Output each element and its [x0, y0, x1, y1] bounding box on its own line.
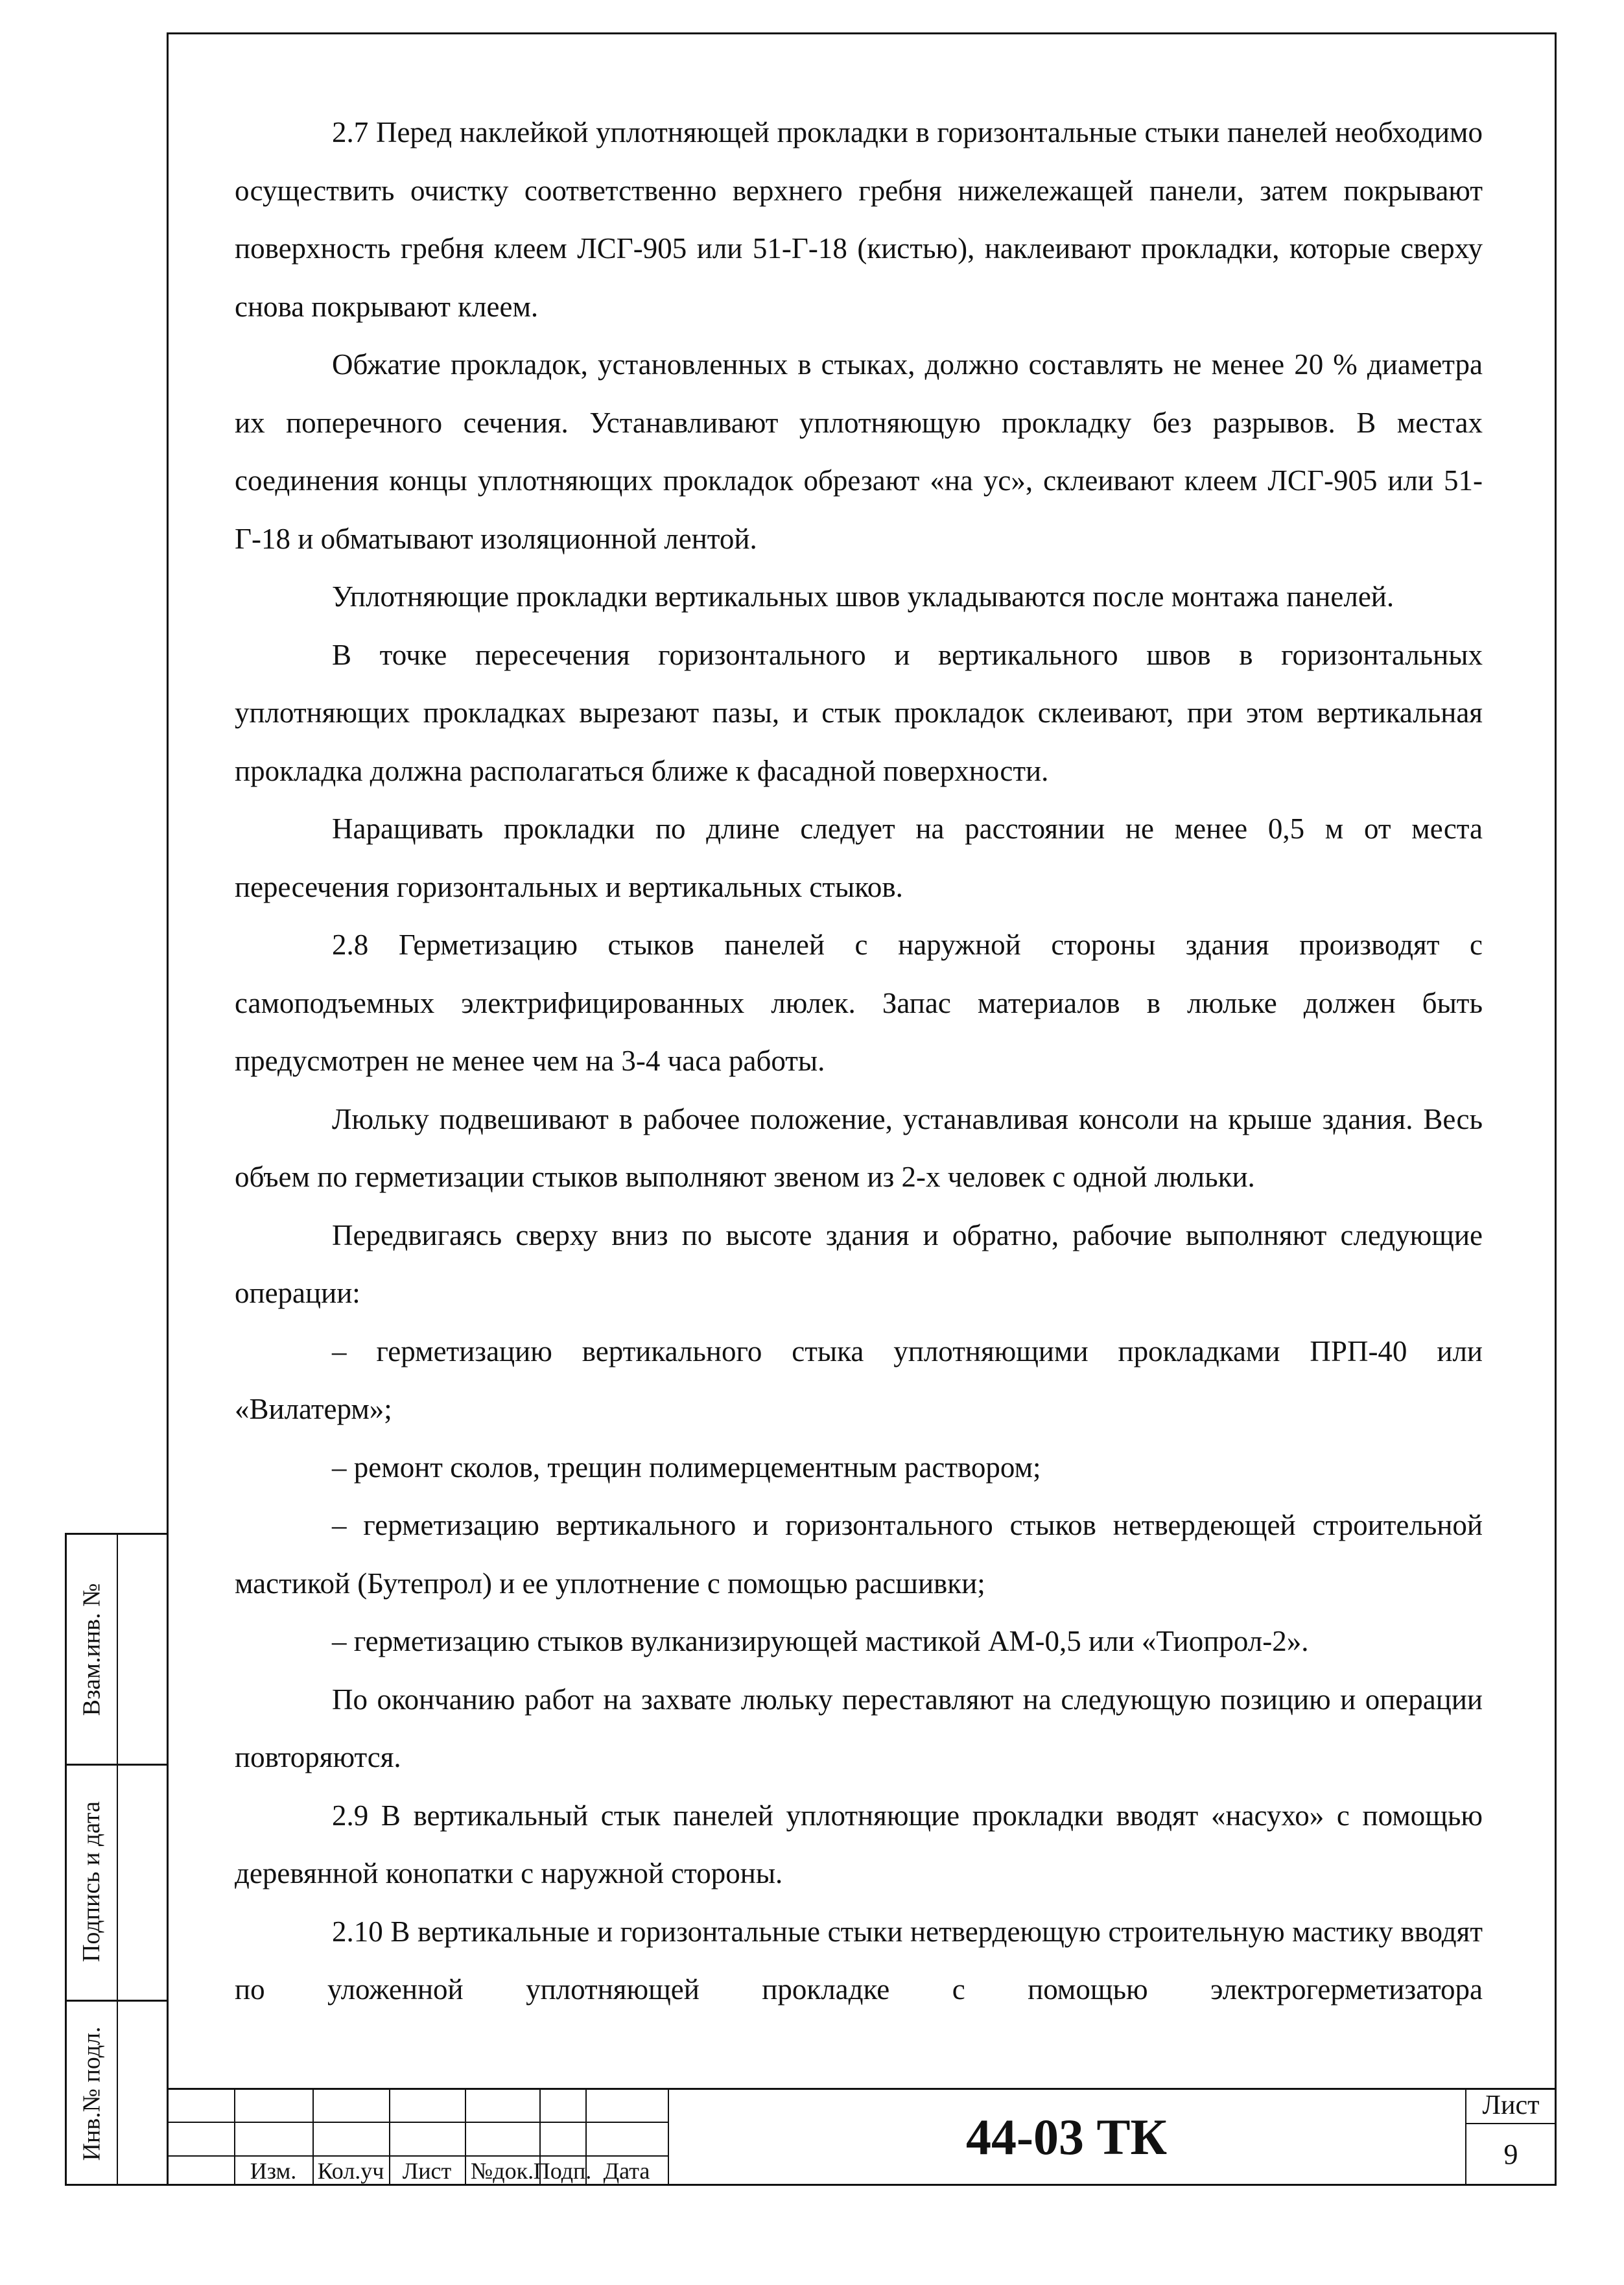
- sheet-label: Лист: [1482, 2090, 1540, 2120]
- paragraph: Люльку подвешивают в рабочее положение, устанавливая консоли на крыше здания. Весь объем по герметизации стыков выполняют звеном из 2-х человек с одной люльки.: [235, 1102, 1483, 1193]
- paragraph-2-7: 2.7 Перед наклейкой уплотняющей прокладки в горизонтальные стыки панелей необходимо осуществить очистку соответственно верхнего гребня нижележащей панели, затем покрывают поверхность гребня клеем ЛСГ-905 или 51-Г-18 (кистью), наклеивают прокладки, которые сверху снова покрывают клеем.: [235, 116, 1483, 323]
- binding-strip: [65, 1533, 167, 2186]
- paragraph: Обжатие прокладок, установленных в стыках, должно составлять не менее 20 % диаметра их поперечного сечения. Устанавливают уплотняющую прокладку без разрывов. В местах соединения концы уплотняющих прокладок обрезают «на ус», склеивают клеем ЛСГ-905 или 51-Г-18 и обматывают изоляционной лентой.: [235, 348, 1483, 555]
- title-block: [167, 2088, 1557, 2186]
- col-count: Кол.уч: [317, 2157, 384, 2184]
- col-date: Дата: [603, 2157, 650, 2184]
- paragraph-2-8: 2.8 Герметизацию стыков панелей с наружной стороны здания производят с самоподъемных электрифицированных люлек. Запас материалов в люльке должен быть предусмотрен не менее чем на 3-4 часа работы.: [235, 929, 1483, 1077]
- paragraph: Передвигаясь сверху вниз по высоте здания и обратно, рабочие выполняют следующие операции:: [235, 1218, 1483, 1309]
- paragraph-2-10: 2.10 В вертикальные и горизонтальные стыки нетвердеющую строительную мастику вводят по уложенной уплотняющей прокладке с помощью электрогерметизатора: [235, 1915, 1483, 2006]
- list-item: – герметизацию вертикального стыка уплотняющими прокладками ПРП-40 или «Вилатерм»;: [235, 1334, 1483, 1425]
- replaced-inv-label: Взам.инв. №: [78, 1583, 106, 1716]
- col-change: Изм.: [250, 2157, 297, 2184]
- paragraph: По окончанию работ на захвате люльку переставляют на следующую позицию и операции повторяются.: [235, 1683, 1483, 1773]
- list-item: – герметизацию вертикального и горизонтального стыков нетвердеющей строительной мастикой (Бутепрол) и ее уплотнение с помощью расшивки;: [235, 1509, 1483, 1600]
- paragraph: Наращивать прокладки по длине следует на расстоянии не менее 0,5 м от места пересечения горизонтальных и вертикальных стыков.: [235, 812, 1483, 903]
- inv-original-label: Инв.№ подл.: [78, 2026, 106, 2161]
- paragraph: В точке пересечения горизонтального и вертикального швов в горизонтальных уплотняющих прокладках вырезают пазы, и стык прокладок склеивают, при этом вертикальная прокладка должна располагаться ближе к фасадной поверхности.: [235, 638, 1483, 787]
- signature-date-label: Подпись и дата: [78, 1801, 106, 1963]
- list-item: – герметизацию стыков вулканизирующей мастикой АМ-0,5 или «Тиопрол-2».: [332, 1625, 1309, 1657]
- document-code: 44-03 ТК: [965, 2108, 1168, 2165]
- col-signature: Подп.: [533, 2157, 592, 2184]
- col-sheet: Лист: [402, 2157, 452, 2184]
- sheet-number: 9: [1503, 2138, 1518, 2170]
- list-item: – ремонт сколов, трещин полимерцементным раствором;: [332, 1450, 1041, 1484]
- paragraph: Уплотняющие прокладки вертикальных швов укладываются после монтажа панелей.: [332, 580, 1395, 613]
- col-doc-number: №док.: [470, 2157, 534, 2184]
- paragraph-2-9: 2.9 В вертикальный стык панелей уплотняющие прокладки вводят «насухо» с помощью деревянной конопатки с наружной стороны.: [235, 1799, 1483, 1889]
- document-body: [235, 104, 1483, 2019]
